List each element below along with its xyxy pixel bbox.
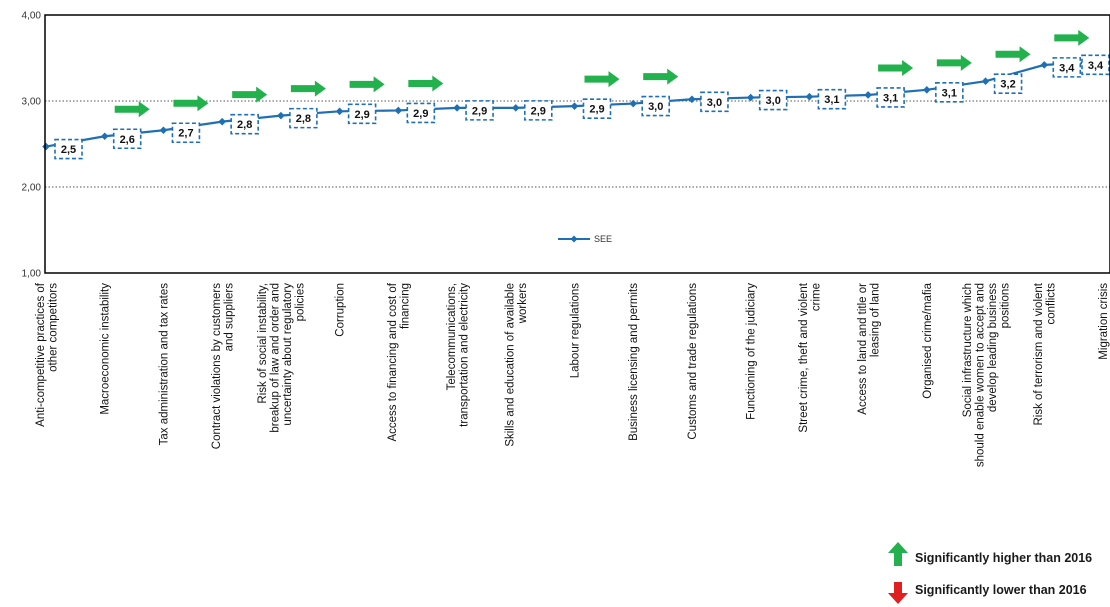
data-label: 2,9 [413,107,429,120]
significance-arrow-icon [350,76,385,92]
data-point [806,93,814,101]
data-point [277,112,285,120]
category-label: Corruption [334,283,347,337]
grid-layer [45,101,1110,187]
data-point [688,95,696,103]
data-label: 2,9 [589,103,605,116]
significance-arrow-icon [878,60,913,76]
data-label: 3,4 [1087,59,1104,72]
data-point [982,77,990,85]
category-label: Risk of terrorism and violentconflicts [1033,283,1058,426]
data-label-box [995,74,1022,93]
data-label-box [701,92,728,111]
significance-arrow-icon [232,87,267,103]
category-label: Access to financing and cost offinancing [387,283,412,442]
category-label: Street crime, theft and violentcrime [798,283,823,433]
data-label-box [231,115,258,134]
data-label: 2,6 [119,133,135,146]
up-arrow-icon [888,542,908,566]
category-label: Risk of social instability,breakup of law and order anduncertainty about regulatorypolicies [257,283,307,433]
data-label-box [114,129,141,148]
data-label-box [55,140,82,159]
legend [558,234,612,244]
data-point [923,86,931,94]
data-label: 3,2 [1000,78,1016,91]
data-point [160,126,168,134]
data-label: 2,5 [60,144,77,157]
category-label: Labour regulations [569,283,582,379]
significantly-lower-label: Significantly lower than 2016 [915,583,1087,597]
significantly-higher-label: Significantly higher than 2016 [915,551,1093,565]
data-label: 2,9 [354,108,370,121]
category-label: Organised crime/mafia [921,283,934,399]
category-label: Functioning of the judiciary [745,283,758,420]
data-label-box [642,97,669,116]
data-point [218,118,226,126]
category-label: Contract violations by customersand suppliers [210,283,236,450]
legend-label-see: SEE [594,234,613,244]
data-label-box [818,90,845,109]
data-point [747,94,755,102]
y-tick-labels [22,11,42,280]
significance-legend [888,542,1092,604]
data-point [42,143,50,151]
data-label-box [407,103,434,122]
data-label: 3,0 [765,95,781,108]
category-label: Skills and education of availableworkers [504,283,530,447]
significance-arrow-icon [115,101,150,117]
data-point [1040,61,1048,69]
y-tick-label: 3,00 [21,96,41,108]
significance-arrow-icon [291,81,326,97]
data-label-box [760,91,787,110]
data-labels [55,55,1109,158]
significance-arrow-icon [937,55,972,71]
category-label: Macroeconomic instability [99,283,112,415]
data-point [864,91,872,99]
data-point [453,104,461,112]
significance-arrow-icon [408,75,443,91]
data-label-box [877,88,904,107]
significance-arrow-icon [996,46,1031,62]
data-label-box [584,99,611,118]
data-label: 2,9 [530,105,546,118]
significance-arrow-icon [1054,30,1089,46]
data-label: 3,0 [648,101,664,114]
data-label-box [936,83,963,102]
data-label: 3,1 [824,94,840,107]
down-arrow-icon [888,582,908,604]
data-label-box [525,101,552,120]
plot-frame [45,15,1110,273]
legend-marker [571,236,578,243]
data-label-box [466,101,493,120]
data-label-box [1053,58,1080,77]
category-label: Customs and trade regulations [686,283,699,440]
y-tick-label: 2,00 [21,182,41,194]
data-label: 3,0 [706,96,723,109]
data-label-box [290,109,317,128]
data-label: 3,1 [941,87,957,100]
significance-arrow-icon [585,71,620,87]
data-point [395,107,403,115]
significance-arrow-icon [643,69,678,85]
category-label: Telecommunications,transportation and electricity [445,283,471,427]
data-label: 2,8 [237,119,253,132]
data-point [336,108,344,116]
data-label-box [349,104,376,123]
data-label-box [172,123,199,142]
data-point [101,132,109,140]
data-label: 2,7 [178,127,194,140]
data-label: 2,8 [295,113,312,126]
category-label: Anti-competitive practices ofother competitors [34,283,60,427]
y-tick-label: 4,00 [21,10,41,22]
category-label: Access to land and title orleasing of land [856,283,882,415]
category-label: Social infrastructure whichshould enable women to accept anddevelop leading businesspositions [961,283,1012,468]
data-label-box [1082,55,1109,74]
y-tick-label: 1,00 [21,268,41,280]
category-label: Business licensing and permits [628,283,641,441]
data-point [512,104,520,112]
data-label: 3,1 [882,92,899,105]
data-point [571,102,579,110]
data-label: 2,9 [471,105,488,118]
category-label: Migration crisis [1098,283,1110,360]
category-labels [35,282,1110,467]
data-label: 3,4 [1059,62,1075,75]
significance-arrow-icon [173,95,208,111]
category-label: Tax administration and tax rates [158,283,171,446]
